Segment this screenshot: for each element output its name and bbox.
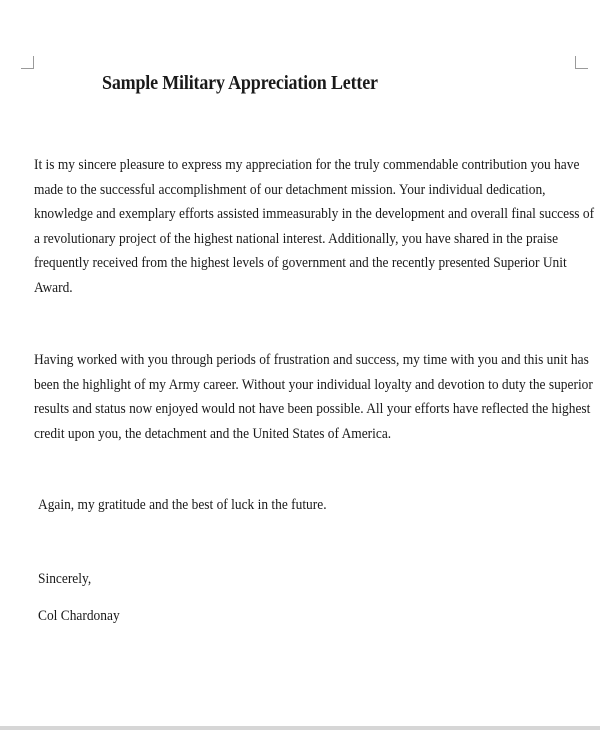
paragraph-line: Having worked with you through periods of frustration and success, my time with you and this unit has [34,352,589,368]
paragraph-2 [34,348,593,446]
closing-text: Again, my gratitude and the best of luck in the future. [38,497,327,513]
signer-name [38,604,566,629]
paragraph-line: a revolutionary project of the highest national interest. Additionally, you have shared in the praise [34,230,559,247]
signoff [38,567,566,592]
paragraph-line: credit upon you, the detachment and the United States of America. [34,425,392,442]
closing-line [38,493,566,518]
margin-corner-mark-top-left [21,56,34,69]
paragraph-line: been the highlight of my Army career. Without your individual loyalty and devotion to duty the superior [34,376,593,393]
letter-title: Sample Military Appreciation Letter [102,72,378,94]
signoff-text: Sincerely, [38,571,92,587]
paragraph-line: knowledge and exemplary efforts assisted immeasurably in the development and overall final success of [34,206,595,222]
paragraph-line: made to the successful accomplishment of our detachment mission. Your individual dedication, [34,181,546,198]
paragraph-line: frequently received from the highest levels of government and the recently presented Superior Unit [34,255,567,271]
paragraph-line: It is my sincere pleasure to express my appreciation for the truly commendable contribution you have [34,157,580,173]
paragraph-line: Award. [34,279,73,296]
signer-text: Col Chardonay [38,608,120,624]
page-edge [0,726,600,730]
paragraph-line: results and status now enjoyed would not have been possible. All your efforts have reflected the highest [34,401,591,417]
paragraph-1 [34,153,595,300]
margin-corner-mark-top-right [575,56,588,69]
